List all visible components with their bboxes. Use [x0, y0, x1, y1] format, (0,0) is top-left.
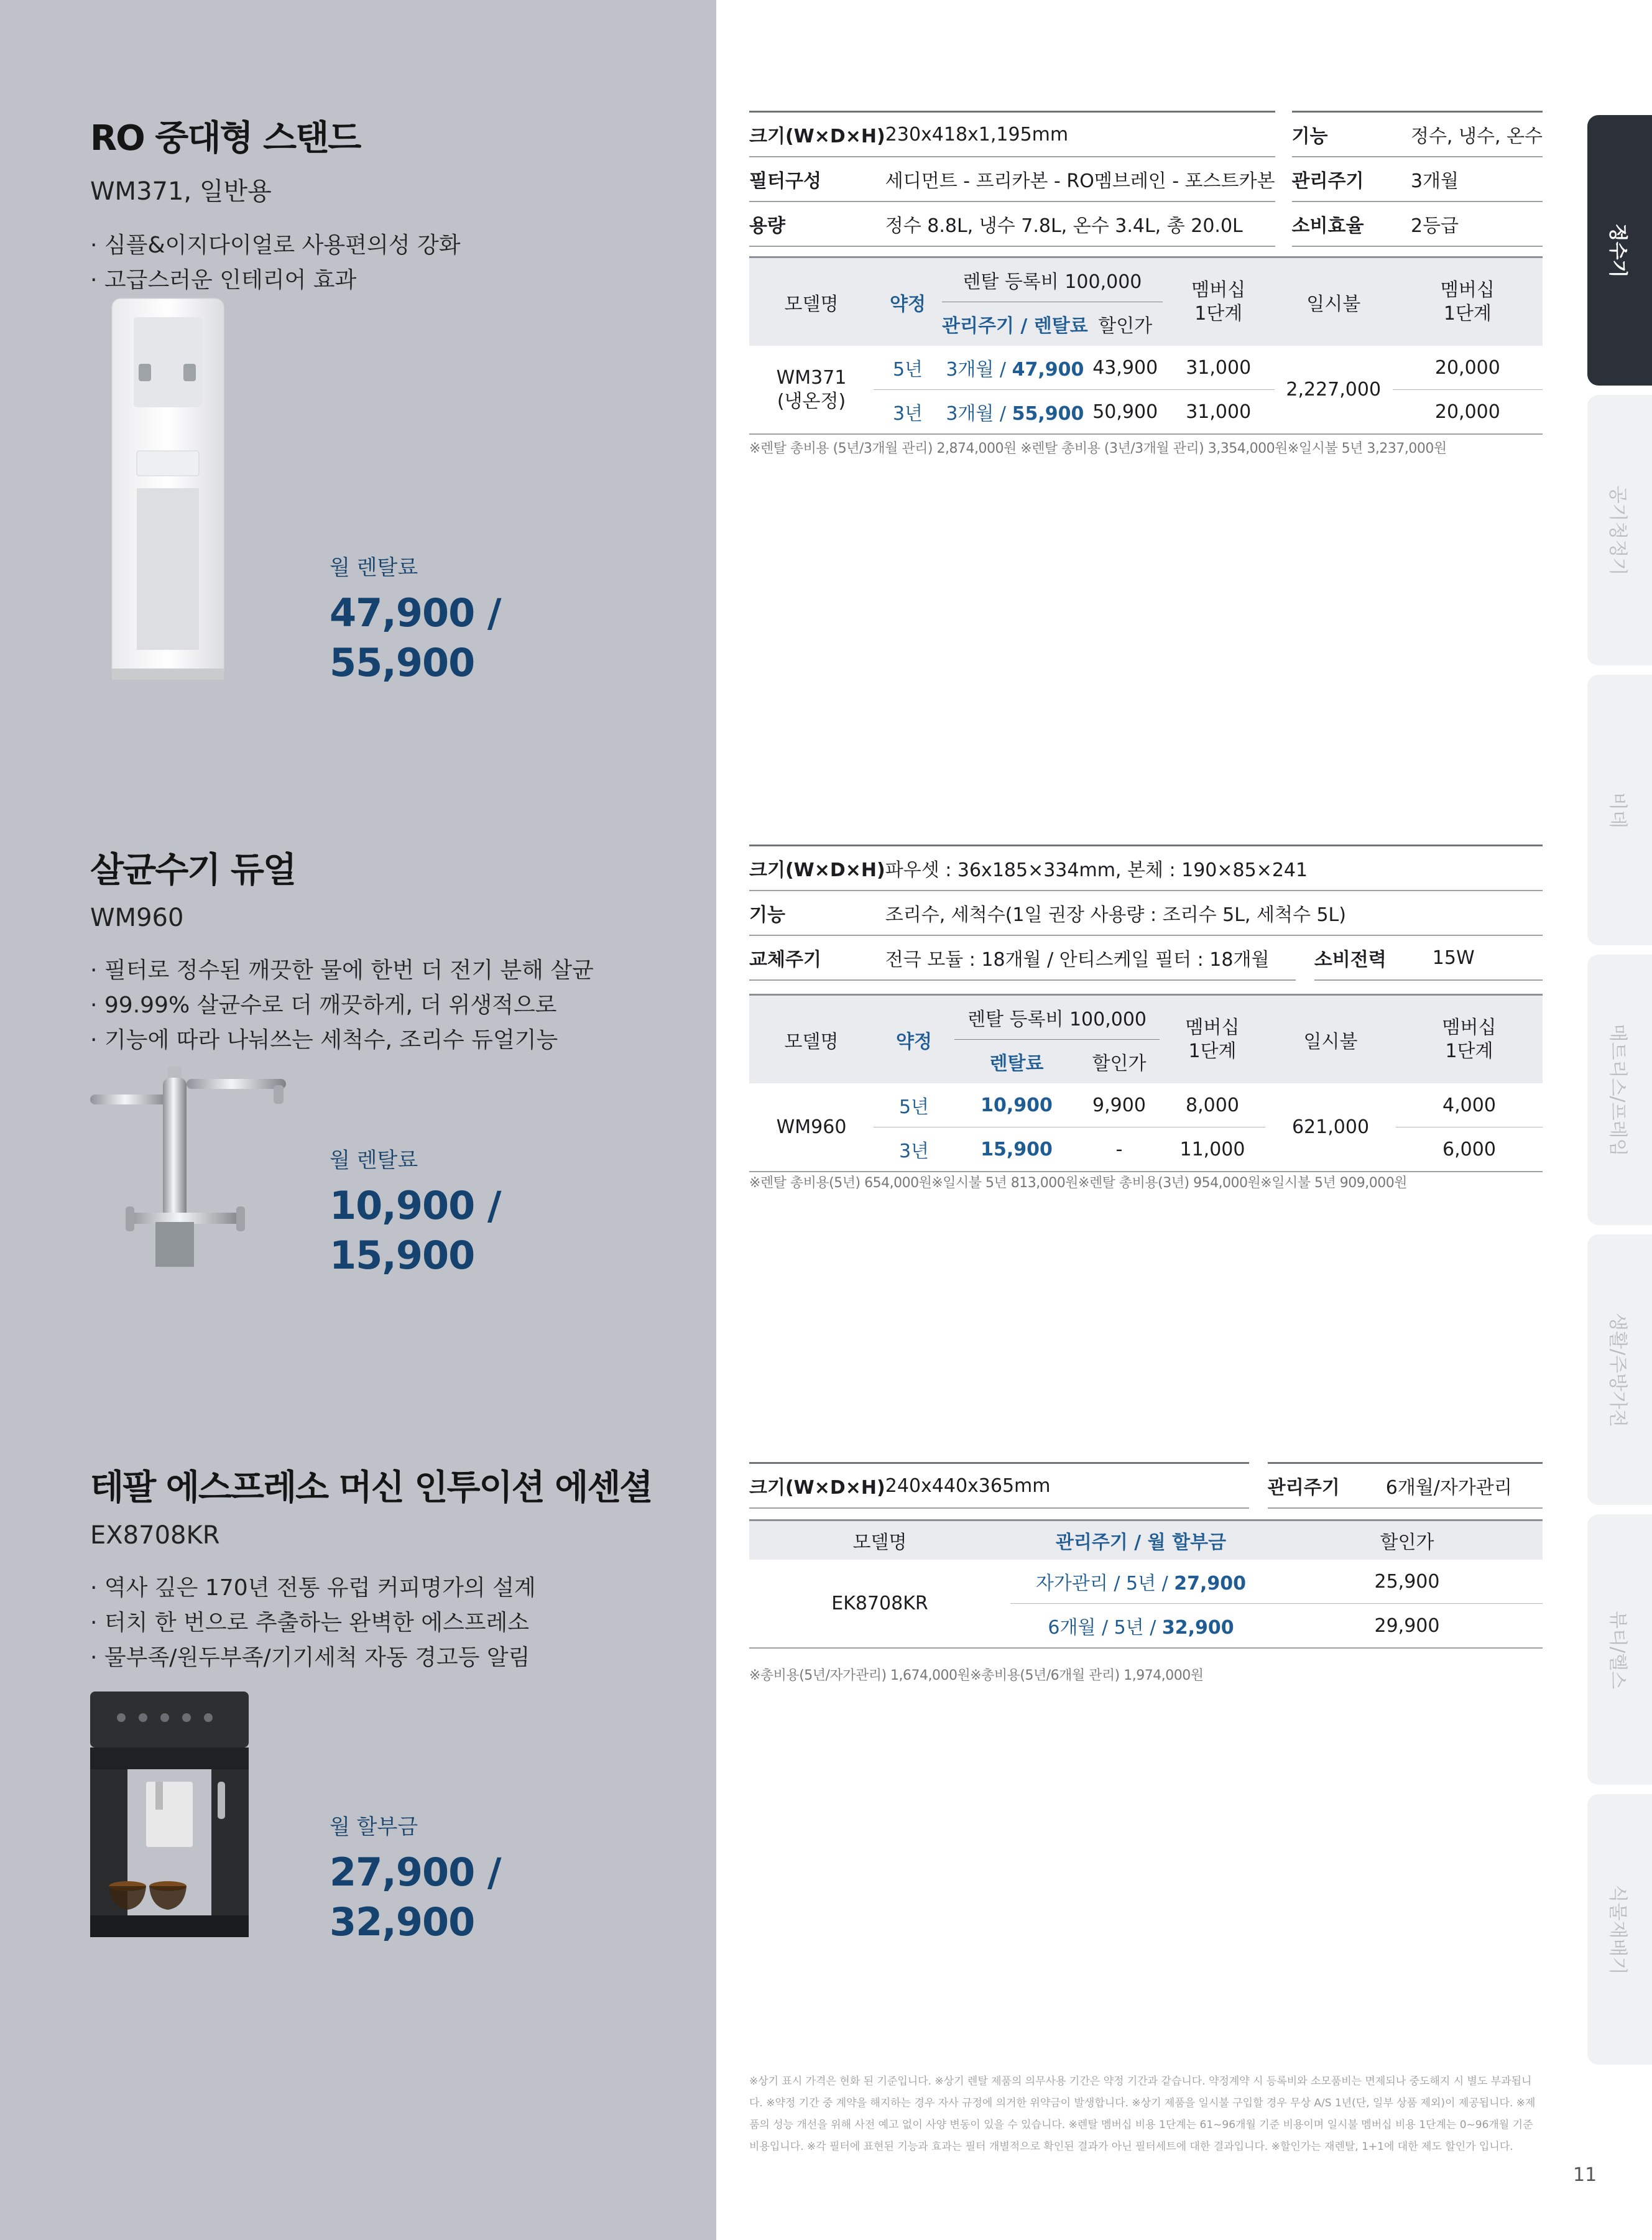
header-registration: 렌탈 등록비 100,000 — [942, 257, 1163, 302]
feature-item: · 역사 깊은 170년 전통 유럽 커피명가의 설계 — [90, 1571, 652, 1606]
header-membership: 멤버십 1단계 — [1163, 257, 1275, 346]
row-model: WM960 — [749, 1083, 874, 1172]
row-discount: - — [1079, 1127, 1160, 1172]
spec-key: 기능 — [1292, 112, 1411, 157]
spec-key: 크기(W×D×H) — [749, 846, 885, 891]
feature-item: · 99.99% 살균수로 더 깨끗하게, 더 위생적으로 — [90, 988, 594, 1023]
spec-key: 교체주기 — [749, 935, 885, 980]
header-model: 모델명 — [749, 995, 874, 1084]
spec-value: 2등급 — [1411, 201, 1543, 246]
rental-table — [749, 994, 1543, 1172]
price-value: 15,900 — [330, 1233, 475, 1278]
row-fee: 3개월 / 55,900 — [942, 390, 1088, 435]
spec-key: 기능 — [749, 891, 885, 935]
product-3-info — [90, 1460, 652, 1675]
spec-value: 세디먼트 - 프리카본 - RO멤브레인 - 포스트카본 — [885, 157, 1275, 201]
row-membership: 8,000 — [1160, 1083, 1265, 1127]
row-model: WM371 (냉온정) — [749, 346, 874, 434]
product-3-price — [330, 1810, 501, 1947]
header-fee: 렌탈료 — [954, 1040, 1079, 1084]
spec-key: 관리주기 — [1268, 1463, 1386, 1509]
water-purifier-image — [109, 295, 230, 687]
spec-table — [749, 845, 1543, 981]
spec-key: 크기(W×D×H) — [749, 112, 885, 157]
spec-key: 필터구성 — [749, 157, 885, 201]
price-label: 월 할부금 — [330, 1815, 418, 1840]
header-membership: 멤버십 1단계 — [1160, 995, 1265, 1084]
feature-item: · 물부족/원두부족/기기세척 자동 경고등 알림 — [90, 1641, 652, 1675]
espresso-machine-image — [87, 1688, 258, 1943]
tab-beauty-health[interactable]: 뷰티/헬스 — [1587, 1514, 1652, 1785]
cost-note: ※렌탈 총비용 (5년/3개월 관리) 2,874,000원 ※렌탈 총비용 (3년/3개월 관리) 3,354,000원※일시불 5년 3,237,000원 — [749, 441, 1447, 456]
row-discount: 9,900 — [1079, 1083, 1160, 1127]
tab-plant-grower[interactable]: 식물재배기 — [1587, 1794, 1652, 2065]
spec-key: 관리주기 — [1292, 157, 1411, 201]
installment-table — [749, 1519, 1543, 1649]
row-term: 3년 — [874, 390, 942, 435]
row-lump-sum: 621,000 — [1265, 1083, 1396, 1172]
feature-item: · 심플&이지다이얼로 사용편의성 강화 — [90, 228, 461, 263]
spec-key: 소비효율 — [1292, 201, 1411, 246]
feature-list — [90, 1571, 652, 1675]
row-fee: 3개월 / 47,900 — [942, 346, 1088, 390]
row-fee: 6개월 / 5년 / 32,900 — [1010, 1604, 1271, 1649]
header-discount: 할인가 — [1079, 1040, 1160, 1084]
faucet-image — [87, 1060, 292, 1272]
tab-air-purifier[interactable]: 공기청정기 — [1587, 395, 1652, 665]
product-2-info — [90, 843, 594, 1058]
header-membership: 멤버십 1단계 — [1393, 257, 1543, 346]
spec-value: 조리수, 세척수(1일 권장 사용량 : 조리수 5L, 세척수 5L) — [885, 891, 1543, 935]
feature-item: · 고급스러운 인테리어 효과 — [90, 263, 461, 298]
cost-note: ※총비용(5년/자가관리) 1,674,000원※총비용(5년/6개월 관리) 1,974,000원 — [749, 1668, 1204, 1683]
product-title: 테팔 에스프레소 머신 인투이션 에센셜 — [90, 1468, 652, 1508]
spec-table — [749, 1462, 1543, 1509]
product-1-info — [90, 111, 461, 298]
row-discount: 43,900 — [1088, 346, 1163, 390]
product-2-price — [330, 1143, 501, 1280]
row-fee: 자가관리 / 5년 / 27,900 — [1010, 1560, 1271, 1604]
header-term: 약정 — [874, 257, 942, 346]
spec-value: 6개월/자가관리 — [1386, 1463, 1543, 1509]
feature-item: · 터치 한 번으로 추출하는 완벽한 에스프레소 — [90, 1606, 652, 1641]
product-1-price — [330, 550, 501, 688]
tab-home-appliances[interactable]: 생활/주방가전 — [1587, 1234, 1652, 1505]
row-term: 5년 — [874, 1083, 954, 1127]
price-value: 55,900 — [330, 640, 475, 685]
header-registration: 렌탈 등록비 100,000 — [954, 995, 1160, 1040]
spec-value: 정수, 냉수, 온수 — [1411, 112, 1543, 157]
row-fee: 10,900 — [954, 1083, 1079, 1127]
product-model: EX8708KR — [90, 1521, 220, 1550]
cost-note: ※렌탈 총비용(5년) 654,000원※일시불 5년 813,000원※렌탈 총비용(3년) 954,000원※일시불 5년 909,000원 — [749, 1175, 1407, 1191]
spec-value: 15W — [1433, 935, 1543, 980]
spec-value: 정수 8.8L, 냉수 7.8L, 온수 3.4L, 총 20.0L — [885, 201, 1275, 246]
price-value: 32,900 — [330, 1899, 475, 1945]
spec-value: 전극 모듈 : 18개월 / 안티스케일 필터 : 18개월 — [885, 935, 1296, 980]
row-model: EK8708KR — [749, 1560, 1010, 1648]
feature-item: · 기능에 따라 나눠쓰는 세척수, 조리수 듀얼기능 — [90, 1023, 594, 1058]
product-model: WM960 — [90, 904, 184, 932]
spec-value: 240x440x365mm — [885, 1463, 1249, 1509]
tab-bidet[interactable]: 비데 — [1587, 675, 1652, 945]
rental-table — [749, 256, 1543, 435]
row-discount: 29,900 — [1271, 1604, 1543, 1649]
header-model: 모델명 — [749, 257, 874, 346]
row-membership: 31,000 — [1163, 390, 1275, 435]
spec-key: 크기(W×D×H) — [749, 1463, 885, 1509]
feature-item: · 필터로 정수된 깨끗한 물에 한번 더 전기 분해 살균 — [90, 953, 594, 988]
row-term: 3년 — [874, 1127, 954, 1172]
spec-value: 230x418x1,195mm — [885, 112, 1275, 157]
header-model: 모델명 — [749, 1520, 1010, 1560]
row-membership: 6,000 — [1396, 1127, 1543, 1172]
price-value: 47,900 / — [330, 590, 501, 636]
product-model: WM371, 일반용 — [90, 177, 272, 206]
feature-list — [90, 228, 461, 298]
price-label: 월 렌탈료 — [330, 1148, 418, 1173]
spec-key: 용량 — [749, 201, 885, 246]
header-cycle-fee: 관리주기 / 월 할부금 — [1010, 1520, 1271, 1560]
row-term: 5년 — [874, 346, 942, 390]
tab-mattress[interactable]: 매트리스/프레임 — [1587, 955, 1652, 1225]
header-lump-sum: 일시불 — [1265, 995, 1396, 1084]
header-lump-sum: 일시불 — [1275, 257, 1393, 346]
footnote: ※상기 표시 가격은 현화 된 기준입니다. ※상기 렌탈 제품의 의무사용 기간은 약정 기간과 같습니다. 약정계약 시 등록비와 소모품비는 면제되나 중도해지 시 별도 부과됩니다. ※약정 기간 중 계약을 해지하는 경우 자사 규정에 의거한 위약금이 발생합니다. ※상기 제품을 일시불 구입할 경우 무상 A/S 1년(단, 일부 상품 제외)이 제공됩니다. ※제품의 성능 개선을 위해 사전 예고 없이 사양 변동이 있을 수 있습니다. ※렌탈 멤버십 비용 1단계는 61~96개월 기준 비용이며 일시불 멤버십 비용 1단계는 0~96개월 기준 비용입니다. ※각 필터에 표현된 기능과 효과는 필터 개별적으로 확인된 결과가 아닌 필터세트에 대한 결과입니다. ※할인가는 재렌탈, 1+1에 대한 제도 할인가 입니다. — [749, 2075, 1536, 2153]
row-discount: 25,900 — [1271, 1560, 1543, 1604]
header-discount: 할인가 — [1088, 302, 1163, 346]
header-membership: 멤버십 1단계 — [1396, 995, 1543, 1084]
row-membership: 20,000 — [1393, 390, 1543, 435]
header-term: 약정 — [874, 995, 954, 1084]
tab-water-purifier[interactable]: 정수기 — [1587, 115, 1652, 386]
spec-value: 파우셋 : 36x185×334mm, 본체 : 190×85×241 — [885, 846, 1543, 891]
product-title: 살균수기 듀얼 — [90, 850, 296, 891]
header-discount: 할인가 — [1271, 1520, 1543, 1560]
product-title: RO 중대형 스탠드 — [90, 118, 361, 159]
header-cycle-fee: 관리주기 / 렌탈료 — [942, 302, 1088, 346]
spec-key: 소비전력 — [1314, 935, 1433, 980]
row-membership: 11,000 — [1160, 1127, 1265, 1172]
spec-table — [749, 111, 1543, 247]
price-label: 월 렌탈료 — [330, 555, 418, 580]
row-fee: 15,900 — [954, 1127, 1079, 1172]
row-membership: 31,000 — [1163, 346, 1275, 390]
feature-list — [90, 953, 594, 1058]
row-lump-sum: 2,227,000 — [1275, 346, 1393, 434]
price-value: 27,900 / — [330, 1849, 501, 1895]
price-value: 10,900 / — [330, 1183, 501, 1228]
row-discount: 50,900 — [1088, 390, 1163, 435]
spec-value: 3개월 — [1411, 157, 1543, 201]
row-membership: 4,000 — [1396, 1083, 1543, 1127]
row-membership: 20,000 — [1393, 346, 1543, 390]
page-number: 11 — [1573, 2164, 1597, 2186]
